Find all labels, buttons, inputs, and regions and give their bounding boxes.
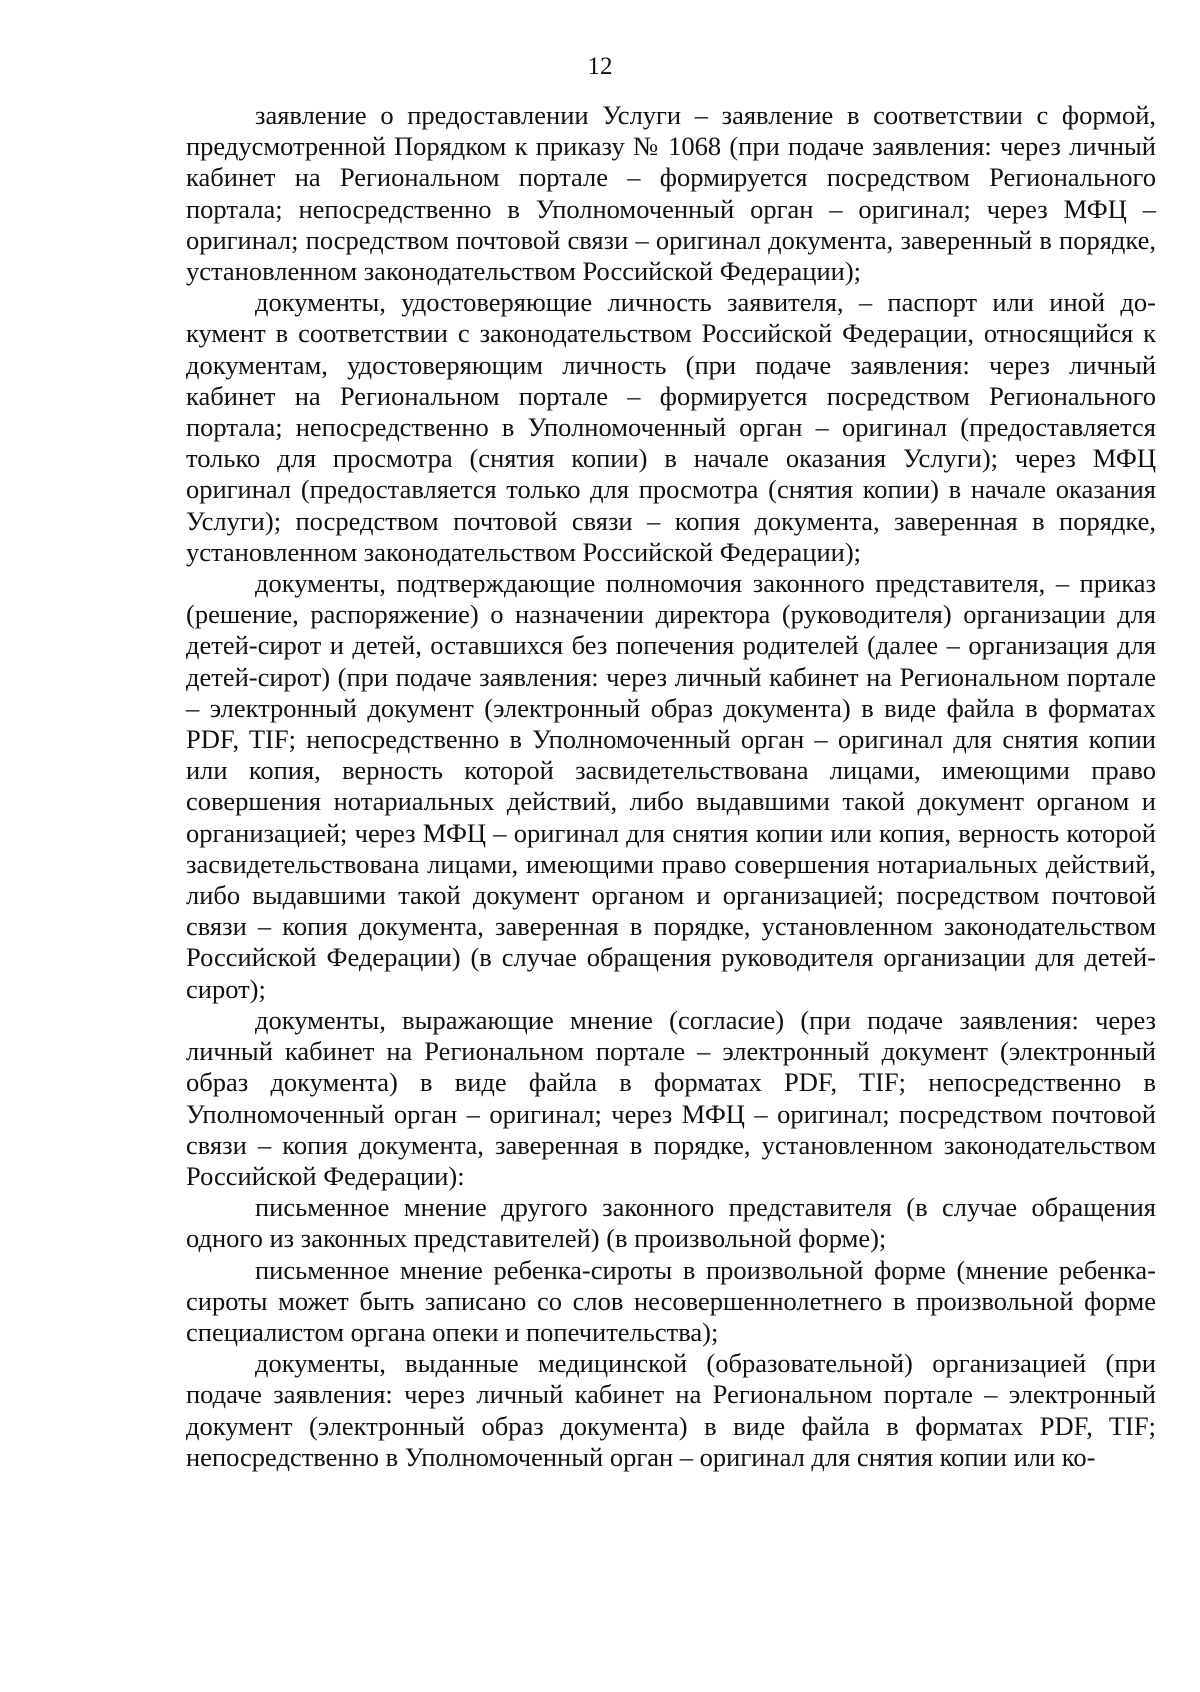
page-number: 12 xyxy=(587,53,613,80)
paragraph-medical-documents: документы, выданные медицинской (образовательной) организацией (при подаче заявления: через личный кабинет на Региональном портале – электронный документ (электронный образ документа) в виде файла в форматах PDF, TIF; непосредственно в Уполномоченный орган – оригинал для снятия копии или ко- xyxy=(186,1348,1156,1472)
paragraph-application: заявление о предоставлении Услуги – заявление в соответствии с формой, предусмотренной Порядком к приказу № 1068 (при подаче заявления: через личный кабинет на Региональном портале – формируется посредством Регионального портала; непосредственно в Уполномоченный орган – оригинал; через МФЦ – оригинал; посредством почтовой связи – оригинал документа, заверенный в порядке, установленном законодательством Российской Федерации); xyxy=(186,100,1156,287)
paragraph-authority-documents: документы, подтверждающие полномочия законного представителя, – приказ (решение, распоряжение) о назначении директора (руководителя) организации для детей-сирот и детей, оставшихся без попечения родителей (далее – организация для детей-сирот) (при подаче заявления: через личный кабинет на Региональном портале – электронный документ (электронный образ документа) в виде файла в форматах PDF, TIF; непосредственно в Уполномоченный орган – оригинал для снятия копии или копия, верность которой засвидетельствована лицами, имеющими право совершения нотариальных действий, либо выдавшими такой документ органом и организацией; через МФЦ – оригинал для снятия копии или копия, верность которой засвидетельствована лицами, имеющими право совершения нотариальных действий, либо выдавшими такой документ органом и организацией; посредством почтовой связи – копия документа, заверенная в порядке, установленном законодательством Российской Федерации) (в случае обращения руководителя организации для детей-сирот); xyxy=(186,568,1156,1004)
paragraph-identity-documents: документы, удостоверяющие личность заявителя, – паспорт или иной документ в соответствии с законодательством Российской Федерации, относящийся к документам, удостоверяющим личность (при подаче заявления: через личный кабинет на Региональном портале – формируется посредством Регионального портала; непосредственно в Уполномоченный орган – оригинал (предоставляется только для просмотра (снятия копии) в начале оказания Услуги); через МФЦ оригинал (предоставляется только для просмотра (снятия копии) в начале оказания Услуги); посредством почтовой связи – копия документа, заверенная в порядке, установленном законодательством Российской Федерации); xyxy=(186,287,1156,567)
paragraph-other-representative-opinion: письменное мнение другого законного представителя (в случае обращения одного из законных представителей) (в произвольной форме); xyxy=(186,1192,1156,1254)
document-body xyxy=(186,100,1156,1473)
paragraph-orphan-opinion: письменное мнение ребенка-сироты в произвольной форме (мнение ребенка-сироты может быть записано со слов несовершеннолетнего в произвольной форме специалистом органа опеки и попечительства); xyxy=(186,1254,1156,1347)
paragraph-opinion-documents: документы, выражающие мнение (согласие) (при подаче заявления: через личный кабинет на Региональном портале – электронный документ (электронный образ документа) в виде файла в форматах PDF, TIF; непосредственно в Уполномоченный орган – оригинал; через МФЦ – оригинал; посредством почтовой связи – копия документа, заверенная в порядке, установленном законодательством Российской Федерации): xyxy=(186,1004,1156,1191)
